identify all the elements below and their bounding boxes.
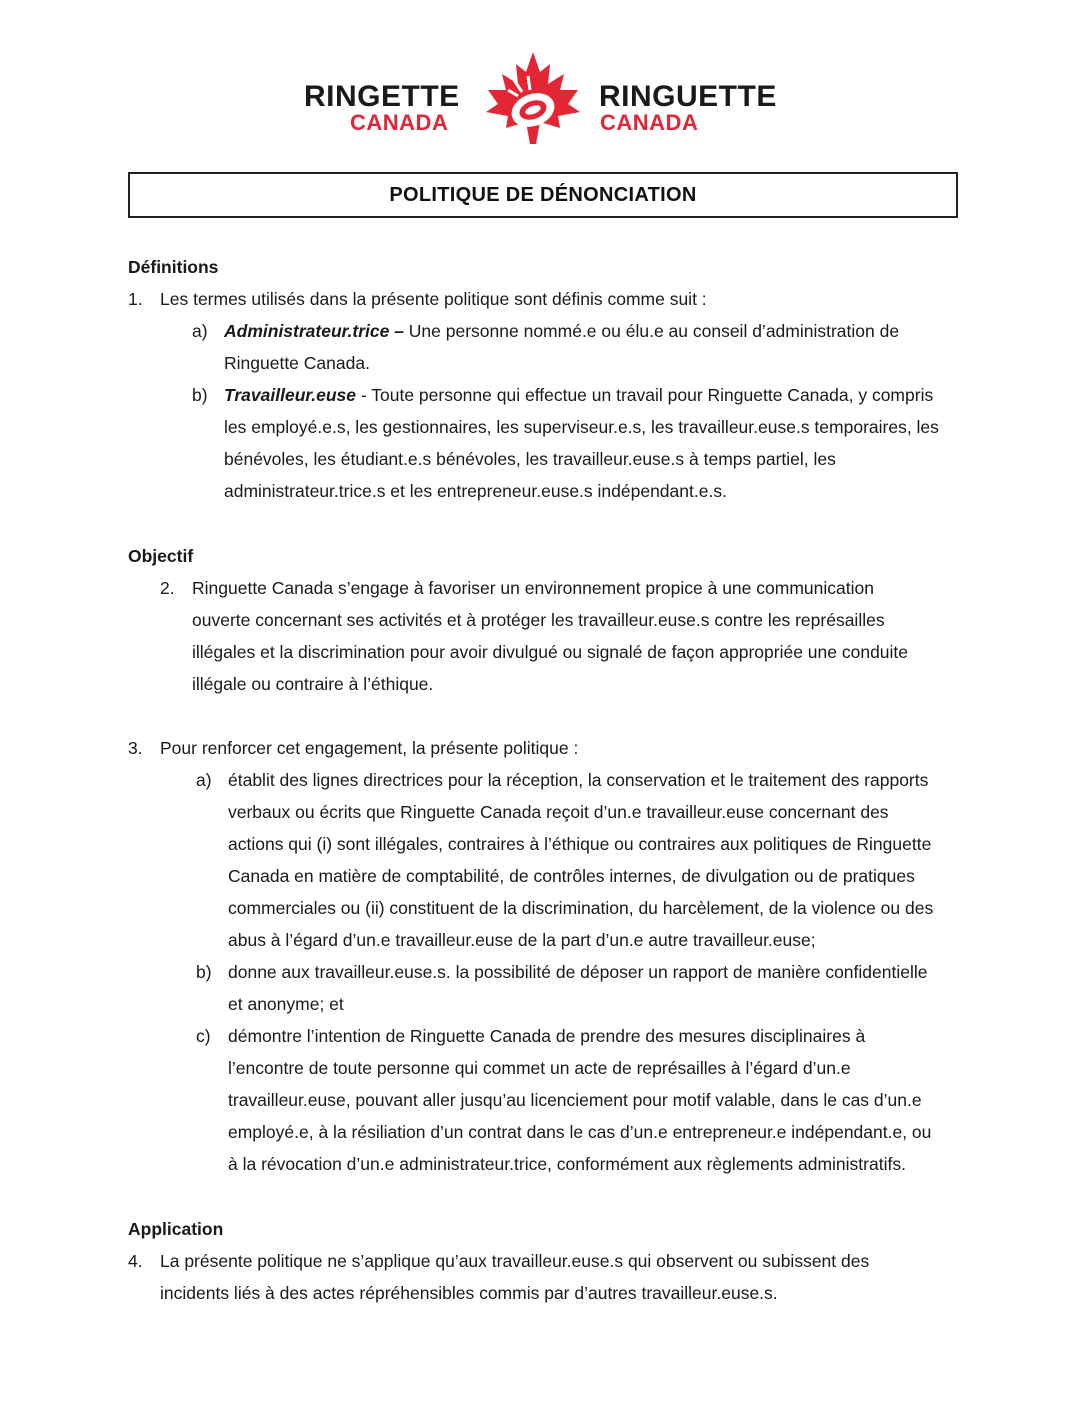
paragraph-line: administrateur.trice.s et les entrepreneur.euse.s indépendant.e.s. bbox=[224, 481, 727, 501]
sub-item-label: a) bbox=[192, 321, 208, 341]
logo-left-line2: CANADA bbox=[350, 110, 449, 135]
paragraph-line: illégale ou contraire à l’éthique. bbox=[192, 674, 434, 694]
paragraph-line: Les termes utilisés dans la présente politique sont définis comme suit : bbox=[160, 289, 707, 309]
item-number: 2. bbox=[160, 578, 175, 598]
paragraph-line: ouverte concernant ses activités et à protéger les travailleur.euse.s contre les représailles bbox=[192, 610, 885, 630]
logo-left-line1: RINGETTE bbox=[304, 80, 460, 113]
sub-item-label: b) bbox=[196, 962, 212, 982]
maple-leaf-ring-icon bbox=[478, 50, 588, 146]
paragraph-line: illégales et la discrimination pour avoir divulgué ou signalé de façon appropriée une conduite bbox=[192, 642, 909, 662]
paragraph-line: commerciales ou (ii) constituent de la discrimination, du harcèlement, de la violence ou des bbox=[228, 898, 934, 918]
item-number: 4. bbox=[128, 1251, 143, 1271]
paragraph-line: Canada en matière de comptabilité, de contrôles internes, de divulgation ou de pratiques bbox=[228, 866, 915, 886]
page-title: POLITIQUE DE DÉNONCIATION bbox=[389, 183, 697, 206]
sub-item-label: b) bbox=[192, 385, 208, 405]
item-number: 3. bbox=[128, 738, 143, 758]
paragraph-line: verbaux ou écrits que Ringuette Canada reçoit d’un.e travailleur.euse concernant des bbox=[228, 802, 889, 822]
paragraph-line: les employé.e.s, les gestionnaires, les superviseur.e.s, les travailleur.euse.s temporaires, les bbox=[224, 417, 939, 437]
term-travailleur: Travailleur.euse bbox=[224, 385, 356, 405]
paragraph-line: abus à l’égard d’un.e travailleur.euse de la part d’un.e autre travailleur.euse; bbox=[228, 930, 816, 950]
sub-item-label: a) bbox=[196, 770, 212, 790]
heading-objectif: Objectif bbox=[128, 546, 194, 566]
definition-text: Une personne nommé.e ou élu.e au conseil d’administration de bbox=[403, 321, 900, 341]
paragraph-line: employé.e, à la résiliation d’un contrat dans le cas d’un.e entrepreneur.e indépendant.e, ou bbox=[228, 1122, 932, 1142]
paragraph-line: Pour renforcer cet engagement, la présente politique : bbox=[160, 738, 579, 758]
paragraph-line: Ringuette Canada s’engage à favoriser un environnement propice à une communication bbox=[192, 578, 874, 598]
paragraph-line: et anonyme; et bbox=[228, 994, 344, 1014]
paragraph-line: Ringuette Canada. bbox=[224, 353, 370, 373]
paragraph-line: à la révocation d’un.e administrateur.trice, conformément aux règlements administratifs. bbox=[228, 1154, 906, 1174]
item-number: 1. bbox=[128, 289, 143, 309]
paragraph-line: bénévoles, les étudiant.e.s bénévoles, les travailleur.euse.s à temps partiel, les bbox=[224, 449, 836, 469]
paragraph-line: démontre l’intention de Ringuette Canada de prendre des mesures disciplinaires à bbox=[228, 1026, 866, 1046]
title-box bbox=[128, 172, 958, 218]
definition-text: - Toute personne qui effectue un travail pour Ringuette Canada, y compris bbox=[356, 385, 934, 405]
paragraph-line: La présente politique ne s’applique qu’aux travailleur.euse.s qui observent ou subissent des bbox=[160, 1251, 870, 1271]
term-administrateur: Administrateur.trice – bbox=[224, 321, 404, 341]
logo-right-line1: RINGUETTE bbox=[599, 80, 777, 113]
sub-item-label: c) bbox=[196, 1026, 211, 1046]
paragraph-line: incidents liés à des actes répréhensibles commis par d’autres travailleur.euse.s. bbox=[160, 1283, 778, 1303]
paragraph-line: l’encontre de toute personne qui commet un acte de représailles à l’égard d’un.e bbox=[228, 1058, 851, 1078]
definition-travailleur bbox=[224, 379, 933, 411]
heading-application: Application bbox=[128, 1219, 224, 1239]
paragraph-line: actions qui (i) sont illégales, contraires à l’éthique ou contraires aux politiques de Ringuette bbox=[228, 834, 932, 854]
definition-administrateur bbox=[224, 315, 899, 347]
logo-right-line2: CANADA bbox=[600, 110, 699, 135]
heading-definitions: Définitions bbox=[128, 257, 219, 277]
paragraph-line: donne aux travailleur.euse.s. la possibilité de déposer un rapport de manière confidentielle bbox=[228, 962, 928, 982]
logo bbox=[0, 50, 1088, 150]
paragraph-line: établit des lignes directrices pour la réception, la conservation et le traitement des rapports bbox=[228, 770, 929, 790]
paragraph-line: travailleur.euse, pouvant aller jusqu’au licenciement pour motif valable, dans le cas d’un.e bbox=[228, 1090, 922, 1110]
